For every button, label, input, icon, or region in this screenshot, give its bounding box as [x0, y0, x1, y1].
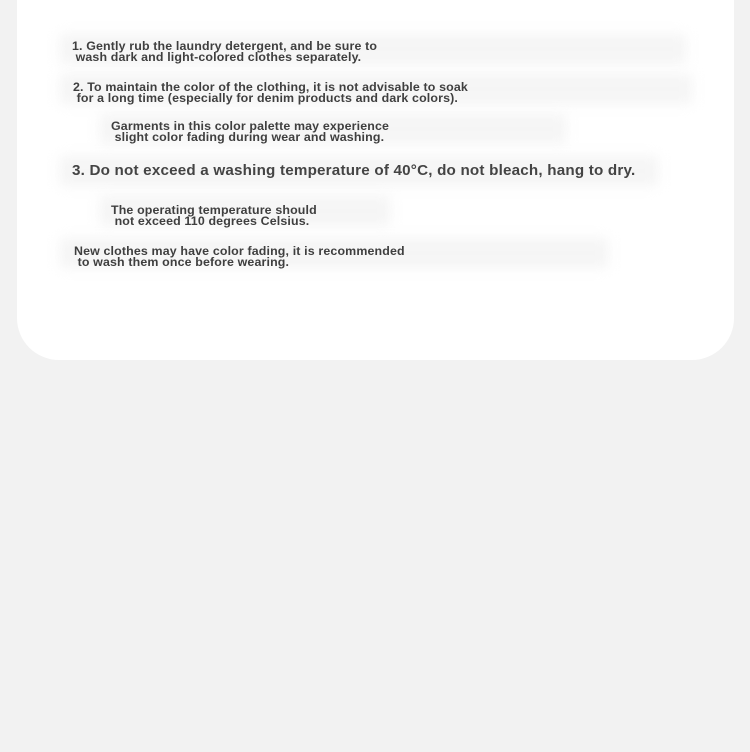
instruction-2-line-1: 2. To maintain the color of the clothing, it is not advisable to soak [73, 80, 468, 94]
note-1-line-2: slight color fading during wear and washing. [111, 130, 385, 144]
note-2-line-2: not exceed 110 degrees Celsius. [111, 214, 310, 228]
note-3-line-2: to wash them once before wearing. [74, 255, 290, 269]
note-3-line-1: New clothes may have color fading, it is recommended [74, 244, 405, 258]
instruction-2-line-2: for a long time (especially for denim products and dark colors). [73, 91, 458, 105]
note-1-line-1: Garments in this color palette may experience [111, 119, 390, 133]
instruction-3: 3. Do not exceed a washing temperature of 40°C, do not bleach, hang to dry. [72, 162, 636, 179]
note-2-line-1: The operating temperature should [111, 203, 317, 217]
instruction-1-line-1: 1. Gently rub the laundry detergent, and be sure to [72, 39, 378, 53]
instruction-1-line-2: wash dark and light-colored clothes separately. [72, 50, 362, 64]
